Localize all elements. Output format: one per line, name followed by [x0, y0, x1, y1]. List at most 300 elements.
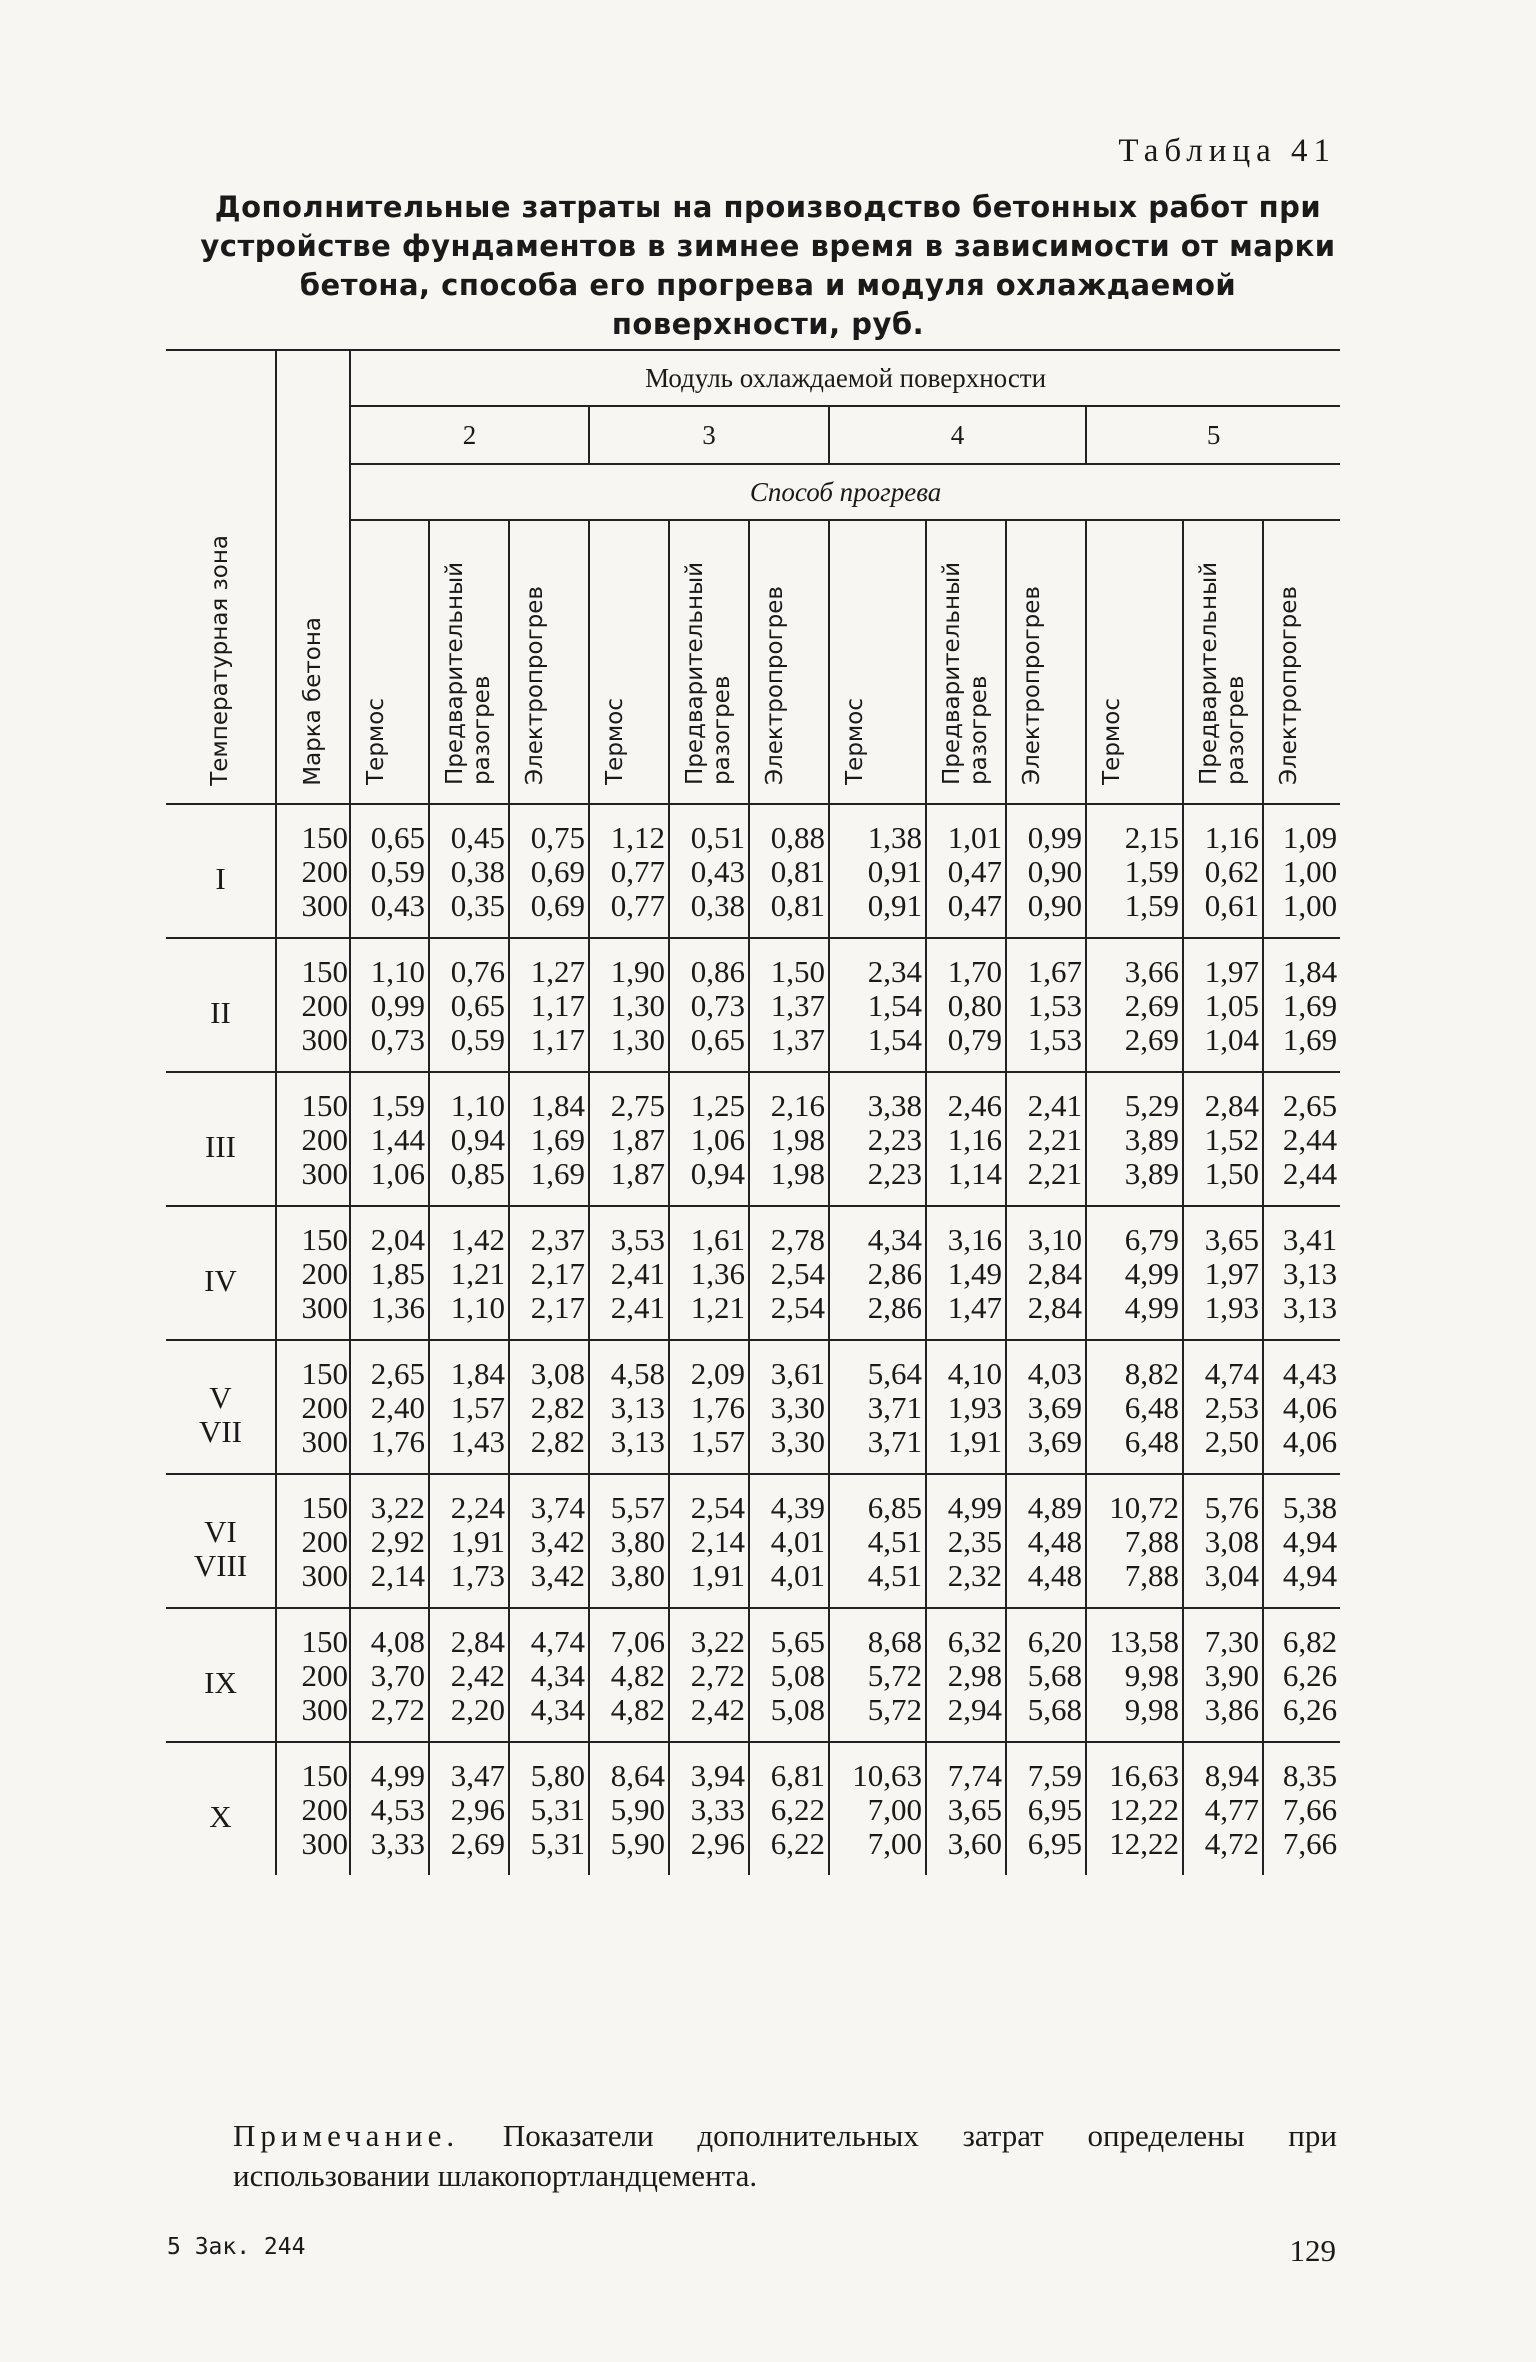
value-cell: 4,89 [1006, 1474, 1086, 1525]
grade-cell: 200 [276, 855, 350, 889]
value-cell: 4,77 [1183, 1793, 1263, 1827]
value-cell: 1,09 [1263, 804, 1340, 855]
value-cell: 7,66 [1263, 1793, 1340, 1827]
value-cell: 1,27 [509, 938, 589, 989]
value-cell: 1,67 [1006, 938, 1086, 989]
value-cell: 5,31 [509, 1827, 589, 1875]
value-cell: 2,84 [429, 1608, 509, 1659]
value-cell: 1,37 [749, 1023, 829, 1072]
value-cell: 7,88 [1086, 1559, 1183, 1608]
method-label: Предварительный разогрев [1196, 561, 1249, 785]
value-cell: 3,33 [350, 1827, 429, 1875]
value-cell: 8,35 [1263, 1742, 1340, 1793]
value-cell: 4,06 [1263, 1391, 1340, 1425]
table-row [166, 1793, 1340, 1827]
value-cell: 3,86 [1183, 1693, 1263, 1742]
zone-label: VI VIII [166, 1474, 276, 1608]
table-row [166, 938, 1340, 989]
value-cell: 2,14 [350, 1559, 429, 1608]
grade-cell: 150 [276, 1474, 350, 1525]
value-cell: 6,26 [1263, 1659, 1340, 1693]
value-cell: 5,72 [829, 1659, 926, 1693]
value-cell: 12,22 [1086, 1827, 1183, 1875]
value-cell: 0,99 [1006, 804, 1086, 855]
value-cell: 2,40 [350, 1391, 429, 1425]
method-label: Термос [1099, 698, 1125, 785]
table-row [166, 1559, 1340, 1608]
value-cell: 1,84 [509, 1072, 589, 1123]
value-cell: 7,66 [1263, 1827, 1340, 1875]
header-grade: Марка бетона [276, 350, 350, 804]
value-cell: 5,65 [749, 1608, 829, 1659]
value-cell: 2,09 [669, 1340, 749, 1391]
value-cell: 2,84 [1183, 1072, 1263, 1123]
table-row [166, 804, 1340, 855]
value-cell: 5,90 [589, 1793, 669, 1827]
value-cell: 1,06 [669, 1123, 749, 1157]
value-cell: 5,68 [1006, 1659, 1086, 1693]
value-cell: 4,74 [1183, 1340, 1263, 1391]
value-cell: 0,43 [350, 889, 429, 938]
value-cell: 0,77 [589, 889, 669, 938]
value-cell: 0,65 [350, 804, 429, 855]
value-cell: 6,85 [829, 1474, 926, 1525]
value-cell: 2,14 [669, 1525, 749, 1559]
value-cell: 1,47 [926, 1291, 1006, 1340]
value-cell: 5,08 [749, 1693, 829, 1742]
value-cell: 2,84 [1006, 1257, 1086, 1291]
grade-cell: 300 [276, 1157, 350, 1206]
value-cell: 3,13 [1263, 1291, 1340, 1340]
value-cell: 3,10 [1006, 1206, 1086, 1257]
value-cell: 2,46 [926, 1072, 1006, 1123]
value-cell: 2,17 [509, 1257, 589, 1291]
value-cell: 0,38 [669, 889, 749, 938]
value-cell: 4,10 [926, 1340, 1006, 1391]
grade-cell: 200 [276, 1123, 350, 1157]
header-method-col [749, 520, 829, 804]
note-lead: Примечание. [233, 2118, 460, 2153]
value-cell: 10,72 [1086, 1474, 1183, 1525]
grade-cell: 150 [276, 1206, 350, 1257]
value-cell: 0,73 [350, 1023, 429, 1072]
table-row [166, 1827, 1340, 1875]
zone-label: IV [166, 1206, 276, 1340]
value-cell: 2,72 [669, 1659, 749, 1693]
value-cell: 1,25 [669, 1072, 749, 1123]
zone-label: V VII [166, 1340, 276, 1474]
method-label: Электропрогрев [522, 586, 548, 785]
value-cell: 7,74 [926, 1742, 1006, 1793]
value-cell: 2,54 [749, 1291, 829, 1340]
value-cell: 6,48 [1086, 1425, 1183, 1474]
value-cell: 12,22 [1086, 1793, 1183, 1827]
header-method: Способ прогрева [350, 464, 1340, 520]
value-cell: 1,91 [926, 1425, 1006, 1474]
value-cell: 4,74 [509, 1608, 589, 1659]
value-cell: 0,61 [1183, 889, 1263, 938]
table-caption: Дополнительные затраты на производство бетонных работ при устройстве фундаментов в зимнее время в зависимости от марки бетона, способа его прогрева и модуля охлаждаемой поверхности, руб. [200, 190, 1336, 341]
value-cell: 0,86 [669, 938, 749, 989]
grade-cell: 150 [276, 1608, 350, 1659]
value-cell: 0,88 [749, 804, 829, 855]
value-cell: 4,08 [350, 1608, 429, 1659]
value-cell: 3,89 [1086, 1157, 1183, 1206]
value-cell: 2,86 [829, 1291, 926, 1340]
table-row [166, 1525, 1340, 1559]
value-cell: 1,84 [429, 1340, 509, 1391]
grade-cell: 150 [276, 1340, 350, 1391]
value-cell: 1,98 [749, 1157, 829, 1206]
value-cell: 0,81 [749, 889, 829, 938]
value-cell: 10,63 [829, 1742, 926, 1793]
grade-cell: 300 [276, 1291, 350, 1340]
value-cell: 0,91 [829, 855, 926, 889]
value-cell: 0,65 [429, 989, 509, 1023]
value-cell: 2,84 [1006, 1291, 1086, 1340]
value-cell: 3,16 [926, 1206, 1006, 1257]
printer-signature: 5 Зак. 244 [167, 2234, 306, 2260]
value-cell: 0,69 [509, 855, 589, 889]
value-cell: 1,69 [1263, 1023, 1340, 1072]
value-cell: 7,59 [1006, 1742, 1086, 1793]
table-row [166, 1291, 1340, 1340]
value-cell: 3,90 [1183, 1659, 1263, 1693]
grade-cell: 300 [276, 1023, 350, 1072]
value-cell: 4,82 [589, 1659, 669, 1693]
value-cell: 16,63 [1086, 1742, 1183, 1793]
value-cell: 1,59 [350, 1072, 429, 1123]
method-label: Электропрогрев [1019, 586, 1045, 785]
zone-label: II [166, 938, 276, 1072]
value-cell: 0,94 [669, 1157, 749, 1206]
value-cell: 3,53 [589, 1206, 669, 1257]
value-cell: 1,10 [429, 1291, 509, 1340]
value-cell: 2,21 [1006, 1157, 1086, 1206]
value-cell: 6,20 [1006, 1608, 1086, 1659]
value-cell: 2,54 [749, 1257, 829, 1291]
value-cell: 1,30 [589, 989, 669, 1023]
method-label: Электропрогрев [1276, 586, 1302, 785]
value-cell: 0,85 [429, 1157, 509, 1206]
value-cell: 0,59 [429, 1023, 509, 1072]
value-cell: 1,17 [509, 1023, 589, 1072]
table-row [166, 1206, 1340, 1257]
value-cell: 2,82 [509, 1391, 589, 1425]
value-cell: 4,34 [509, 1693, 589, 1742]
value-cell: 1,98 [749, 1123, 829, 1157]
value-cell: 3,60 [926, 1827, 1006, 1875]
value-cell: 4,51 [829, 1559, 926, 1608]
value-cell: 2,44 [1263, 1157, 1340, 1206]
value-cell: 2,96 [669, 1827, 749, 1875]
value-cell: 0,43 [669, 855, 749, 889]
header-method-col [429, 520, 509, 804]
data-table [166, 349, 1340, 1875]
value-cell: 0,47 [926, 855, 1006, 889]
value-cell: 0,77 [589, 855, 669, 889]
value-cell: 1,59 [1086, 889, 1183, 938]
value-cell: 1,93 [1183, 1291, 1263, 1340]
value-cell: 0,90 [1006, 855, 1086, 889]
value-cell: 5,90 [589, 1827, 669, 1875]
value-cell: 5,68 [1006, 1693, 1086, 1742]
value-cell: 2,54 [669, 1474, 749, 1525]
header-method-col [926, 520, 1006, 804]
zone-label: III [166, 1072, 276, 1206]
table-note [233, 2116, 1337, 2196]
value-cell: 2,21 [1006, 1123, 1086, 1157]
value-cell: 1,50 [1183, 1157, 1263, 1206]
value-cell: 2,41 [1006, 1072, 1086, 1123]
value-cell: 1,38 [829, 804, 926, 855]
value-cell: 1,91 [669, 1559, 749, 1608]
grade-cell: 300 [276, 1827, 350, 1875]
value-cell: 7,00 [829, 1827, 926, 1875]
value-cell: 1,16 [926, 1123, 1006, 1157]
value-cell: 2,37 [509, 1206, 589, 1257]
table-row [166, 1123, 1340, 1157]
header-zone: Температурная зона [166, 350, 276, 804]
value-cell: 5,57 [589, 1474, 669, 1525]
value-cell: 1,37 [749, 989, 829, 1023]
value-cell: 6,82 [1263, 1608, 1340, 1659]
value-cell: 4,43 [1263, 1340, 1340, 1391]
grade-cell: 150 [276, 1072, 350, 1123]
value-cell: 3,30 [749, 1425, 829, 1474]
table-row [166, 1474, 1340, 1525]
value-cell: 13,58 [1086, 1608, 1183, 1659]
value-cell: 0,45 [429, 804, 509, 855]
value-cell: 2,86 [829, 1257, 926, 1291]
value-cell: 5,64 [829, 1340, 926, 1391]
value-cell: 0,69 [509, 889, 589, 938]
value-cell: 2,94 [926, 1693, 1006, 1742]
value-cell: 4,99 [350, 1742, 429, 1793]
header-module-5: 5 [1086, 406, 1340, 464]
value-cell: 2,17 [509, 1291, 589, 1340]
grade-cell: 300 [276, 1693, 350, 1742]
value-cell: 3,65 [1183, 1206, 1263, 1257]
note-text: Показатели дополнительных затрат определены при использовании шлакопортландцемента. [233, 2118, 1337, 2193]
value-cell: 5,72 [829, 1693, 926, 1742]
value-cell: 1,70 [926, 938, 1006, 989]
value-cell: 4,48 [1006, 1559, 1086, 1608]
table-row [166, 1340, 1340, 1391]
value-cell: 1,97 [1183, 938, 1263, 989]
value-cell: 2,15 [1086, 804, 1183, 855]
value-cell: 1,10 [429, 1072, 509, 1123]
value-cell: 9,98 [1086, 1693, 1183, 1742]
value-cell: 3,08 [509, 1340, 589, 1391]
value-cell: 6,48 [1086, 1391, 1183, 1425]
value-cell: 3,89 [1086, 1123, 1183, 1157]
value-cell: 4,58 [589, 1340, 669, 1391]
value-cell: 3,30 [749, 1391, 829, 1425]
value-cell: 2,16 [749, 1072, 829, 1123]
value-cell: 4,53 [350, 1793, 429, 1827]
value-cell: 0,79 [926, 1023, 1006, 1072]
value-cell: 1,36 [350, 1291, 429, 1340]
value-cell: 3,71 [829, 1425, 926, 1474]
value-cell: 3,13 [1263, 1257, 1340, 1291]
table-row [166, 855, 1340, 889]
value-cell: 1,53 [1006, 1023, 1086, 1072]
value-cell: 3,94 [669, 1742, 749, 1793]
value-cell: 1,52 [1183, 1123, 1263, 1157]
value-cell: 2,82 [509, 1425, 589, 1474]
grade-cell: 150 [276, 804, 350, 855]
table-row [166, 1157, 1340, 1206]
value-cell: 1,54 [829, 1023, 926, 1072]
value-cell: 1,06 [350, 1157, 429, 1206]
value-cell: 2,69 [429, 1827, 509, 1875]
value-cell: 3,80 [589, 1559, 669, 1608]
value-cell: 1,84 [1263, 938, 1340, 989]
value-cell: 7,30 [1183, 1608, 1263, 1659]
value-cell: 5,08 [749, 1659, 829, 1693]
table-number: Таблица 41 [1118, 133, 1336, 169]
value-cell: 4,34 [829, 1206, 926, 1257]
header-method-col [589, 520, 669, 804]
value-cell: 2,50 [1183, 1425, 1263, 1474]
method-label: Предварительный разогрев [682, 561, 735, 785]
zone-label: IX [166, 1608, 276, 1742]
value-cell: 0,81 [749, 855, 829, 889]
value-cell: 6,95 [1006, 1827, 1086, 1875]
value-cell: 4,01 [749, 1559, 829, 1608]
value-cell: 2,23 [829, 1123, 926, 1157]
value-cell: 1,21 [669, 1291, 749, 1340]
grade-cell: 200 [276, 1391, 350, 1425]
value-cell: 6,26 [1263, 1693, 1340, 1742]
header-method-col [1183, 520, 1263, 804]
value-cell: 0,35 [429, 889, 509, 938]
value-cell: 1,36 [669, 1257, 749, 1291]
value-cell: 1,50 [749, 938, 829, 989]
value-cell: 1,73 [429, 1559, 509, 1608]
method-label: Термос [602, 698, 628, 785]
value-cell: 3,08 [1183, 1525, 1263, 1559]
value-cell: 7,00 [829, 1793, 926, 1827]
value-cell: 0,51 [669, 804, 749, 855]
value-cell: 4,51 [829, 1525, 926, 1559]
value-cell: 1,69 [1263, 989, 1340, 1023]
value-cell: 2,96 [429, 1793, 509, 1827]
value-cell: 4,99 [926, 1474, 1006, 1525]
value-cell: 0,75 [509, 804, 589, 855]
table-row [166, 1425, 1340, 1474]
value-cell: 5,38 [1263, 1474, 1340, 1525]
value-cell: 0,65 [669, 1023, 749, 1072]
header-method-col [1086, 520, 1183, 804]
value-cell: 1,43 [429, 1425, 509, 1474]
value-cell: 8,64 [589, 1742, 669, 1793]
value-cell: 6,95 [1006, 1793, 1086, 1827]
value-cell: 3,69 [1006, 1391, 1086, 1425]
value-cell: 1,69 [509, 1123, 589, 1157]
value-cell: 2,24 [429, 1474, 509, 1525]
value-cell: 1,16 [1183, 804, 1263, 855]
value-cell: 8,82 [1086, 1340, 1183, 1391]
value-cell: 0,59 [350, 855, 429, 889]
value-cell: 0,80 [926, 989, 1006, 1023]
header-module-2: 2 [350, 406, 589, 464]
value-cell: 2,78 [749, 1206, 829, 1257]
method-label: Предварительный разогрев [939, 561, 992, 785]
page-number: 129 [1289, 2233, 1336, 2268]
value-cell: 6,81 [749, 1742, 829, 1793]
value-cell: 2,69 [1086, 1023, 1183, 1072]
value-cell: 2,69 [1086, 989, 1183, 1023]
value-cell: 3,42 [509, 1525, 589, 1559]
method-label: Электропрогрев [762, 586, 788, 785]
header-module-3: 3 [589, 406, 829, 464]
value-cell: 1,87 [589, 1157, 669, 1206]
value-cell: 1,57 [669, 1425, 749, 1474]
value-cell: 3,70 [350, 1659, 429, 1693]
value-cell: 5,29 [1086, 1072, 1183, 1123]
value-cell: 3,80 [589, 1525, 669, 1559]
grade-cell: 200 [276, 1793, 350, 1827]
value-cell: 2,34 [829, 938, 926, 989]
grade-cell: 150 [276, 938, 350, 989]
value-cell: 3,74 [509, 1474, 589, 1525]
value-cell: 0,76 [429, 938, 509, 989]
header-method-col [350, 520, 429, 804]
value-cell: 3,38 [829, 1072, 926, 1123]
value-cell: 1,76 [669, 1391, 749, 1425]
grade-cell: 300 [276, 889, 350, 938]
value-cell: 3,61 [749, 1340, 829, 1391]
value-cell: 1,05 [1183, 989, 1263, 1023]
value-cell: 1,54 [829, 989, 926, 1023]
value-cell: 1,76 [350, 1425, 429, 1474]
value-cell: 2,53 [1183, 1391, 1263, 1425]
method-label: Предварительный разогрев [442, 561, 495, 785]
value-cell: 1,97 [1183, 1257, 1263, 1291]
value-cell: 4,34 [509, 1659, 589, 1693]
value-cell: 6,79 [1086, 1206, 1183, 1257]
value-cell: 0,91 [829, 889, 926, 938]
table-row [166, 1742, 1340, 1793]
value-cell: 1,01 [926, 804, 1006, 855]
value-cell: 1,93 [926, 1391, 1006, 1425]
table-row [166, 1608, 1340, 1659]
header-method-col [1006, 520, 1086, 804]
value-cell: 2,65 [1263, 1072, 1340, 1123]
value-cell: 1,00 [1263, 855, 1340, 889]
header-method-col [669, 520, 749, 804]
table-row [166, 1257, 1340, 1291]
value-cell: 1,61 [669, 1206, 749, 1257]
value-cell: 3,69 [1006, 1425, 1086, 1474]
value-cell: 1,91 [429, 1525, 509, 1559]
header-method-col [1263, 520, 1340, 804]
header-module-4: 4 [829, 406, 1086, 464]
zone-label: X [166, 1742, 276, 1875]
value-cell: 0,73 [669, 989, 749, 1023]
value-cell: 4,03 [1006, 1340, 1086, 1391]
value-cell: 0,94 [429, 1123, 509, 1157]
value-cell: 3,42 [509, 1559, 589, 1608]
grade-cell: 300 [276, 1425, 350, 1474]
value-cell: 5,80 [509, 1742, 589, 1793]
value-cell: 2,44 [1263, 1123, 1340, 1157]
value-cell: 4,48 [1006, 1525, 1086, 1559]
value-cell: 3,65 [926, 1793, 1006, 1827]
method-label: Термос [842, 698, 868, 785]
